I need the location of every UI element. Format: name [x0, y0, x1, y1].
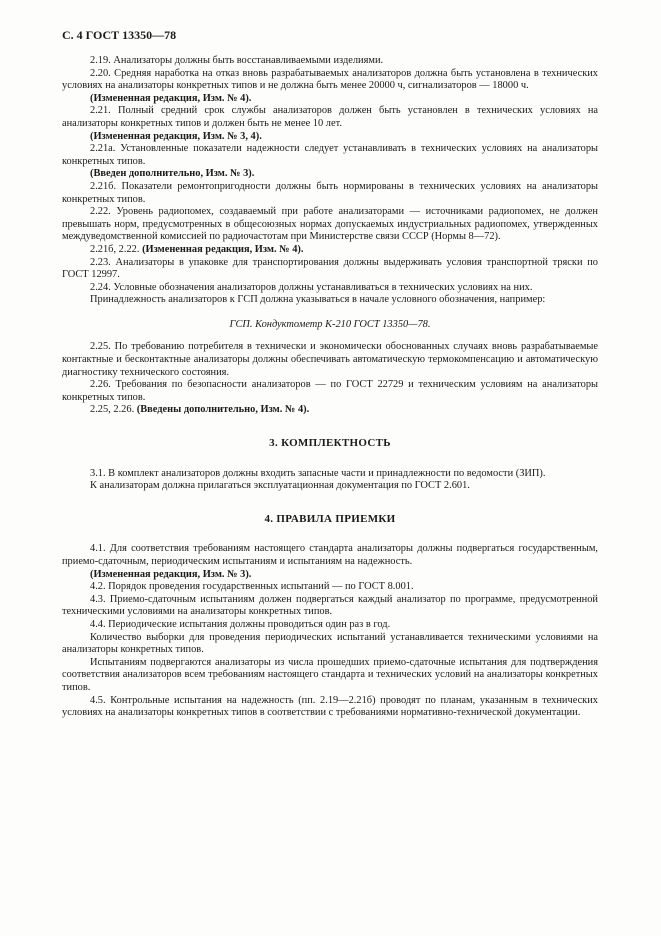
testing-paragraph: Испытаниям подвергаются анализаторы из числа прошедших приемо-сдаточные испытания для подтверждения соответствия анализаторов всем требованиям настоящего стандарта и технических условий на анализаторы конкретных типов.: [62, 656, 598, 693]
amendment-note: (Введен дополнительно, Изм. № 3).: [90, 168, 255, 180]
clause-refs: 2.25, 2.26.: [90, 404, 135, 416]
sample-size-paragraph: Количество выборки для проведения периодических испытаний устанавливается техническими условиями на анализаторы конкретных типов.: [62, 631, 598, 656]
clause-4-4: 4.4. Периодические испытания должны проводиться один раз в год.: [90, 618, 391, 630]
clause-2-24: 2.24. Условные обозначения анализаторов должны устанавливаться в технических условиях на них.: [90, 281, 533, 293]
clause-2-26: 2.26. Требования по безопасности анализаторов — по ГОСТ 22729 и техническим условиям на анализаторы конкретных типов.: [62, 379, 598, 403]
documentation-paragraph: К анализаторам должна прилагаться эксплуатационная документация по ГОСТ 2.601.: [90, 480, 470, 492]
amendment-note: (Измененная редакция, Изм. № 4).: [142, 243, 304, 255]
page-header: С. 4 ГОСТ 13350—78: [62, 28, 177, 42]
amendment-note: (Измененная редакция, Изм. № 3, 4).: [90, 130, 262, 142]
amendment-note: (Измененная редакция, Изм. № 4).: [90, 92, 252, 104]
designation-example: ГСП. Кондуктометр К-210 ГОСТ 13350—78.: [229, 318, 431, 330]
clause-3-1: 3.1. В комплект анализаторов должны входить запасные части и принадлежности по ведомости (ЗИП).: [90, 467, 546, 479]
clause-refs: 2.21б, 2.22.: [90, 243, 140, 255]
clause-amendment-line: [62, 404, 598, 417]
clause-2-20: 2.20. Средняя наработка на отказ вновь разрабатываемых анализаторов должна быть установлена в технических условиях на анализаторы конкретных типов и не должна быть менее 20000 ч, сигнализаторов — 18000 ч.: [62, 67, 598, 92]
clause-2-23: 2.23. Анализаторы в упаковке для транспортирования должны выдерживать условия транспортной тряски по ГОСТ 12997.: [62, 256, 598, 281]
clause-2-22: 2.22. Уровень радиопомех, создаваемый при работе анализаторами — источниками радиопомех, не должен превышать норм, предусмотренных в общесоюзных нормах допускаемых индустриальных радиопомех, утвержденных междуведомственной комиссией по радиочастотам при Министерстве связи СССР (Нормы 8—72).: [62, 206, 598, 243]
clause-amendment-line: [62, 244, 598, 257]
amendment-note: (Введены дополнительно, Изм. № 4).: [136, 404, 310, 416]
amendment-note: (Измененная редакция, Изм. № 3).: [90, 568, 252, 580]
clause-2-25: 2.25. По требованию потребителя в технически и экономически обоснованных случаях вновь разрабатываемые контактные и бесконтактные анализаторы должны обеспечивать автоматическую термокомпенсацию и автоматическую диагностику технического состояния.: [62, 341, 598, 378]
clause-4-2: 4.2. Порядок проведения государственных испытаний — по ГОСТ 8.001.: [90, 581, 414, 593]
clause-4-3: 4.3. Приемо-сдаточным испытаниям должен подвергаться каждый анализатор по программе, предусмотренной техническими условиями на анализаторы конкретных типов.: [62, 593, 598, 618]
document-body: [62, 55, 598, 720]
section-heading-3: 3. КОМПЛЕКТНОСТЬ: [269, 437, 391, 450]
clause-4-5: 4.5. Контрольные испытания на надежность (пп. 2.19—2.21б) проводят по планам, указанным в технических условиях на анализаторы конкретных типов в соответствии с требованиями нормативно-технической документации.: [62, 694, 598, 719]
clause-2-21a: 2.21а. Установленные показатели надежности следует устанавливать в технических условиях на анализаторы конкретных типов.: [62, 143, 598, 167]
clause-2-19: 2.19. Анализаторы должны быть восстанавливаемыми изделиями.: [90, 55, 384, 66]
section-heading-4: 4. ПРАВИЛА ПРИЕМКИ: [264, 512, 396, 525]
clause-4-1: 4.1. Для соответствия требованиям настоящего стандарта анализаторы должны подвергаться государственным, приемо-сдаточным, периодическим испытаниям и испытаниям на надежность.: [62, 543, 598, 567]
clause-2-21: 2.21. Полный средний срок службы анализаторов должен быть установлен в технических условиях на анализаторы конкретных типов и должен быть не менее 10 лет.: [62, 105, 598, 129]
gsp-paragraph: Принадлежность анализаторов к ГСП должна указываться в начале условного обозначения, например:: [90, 294, 546, 306]
clause-2-21b: 2.21б. Показатели ремонтопригодности должны быть нормированы в технических условиях на анализаторы конкретных типов.: [62, 180, 598, 205]
